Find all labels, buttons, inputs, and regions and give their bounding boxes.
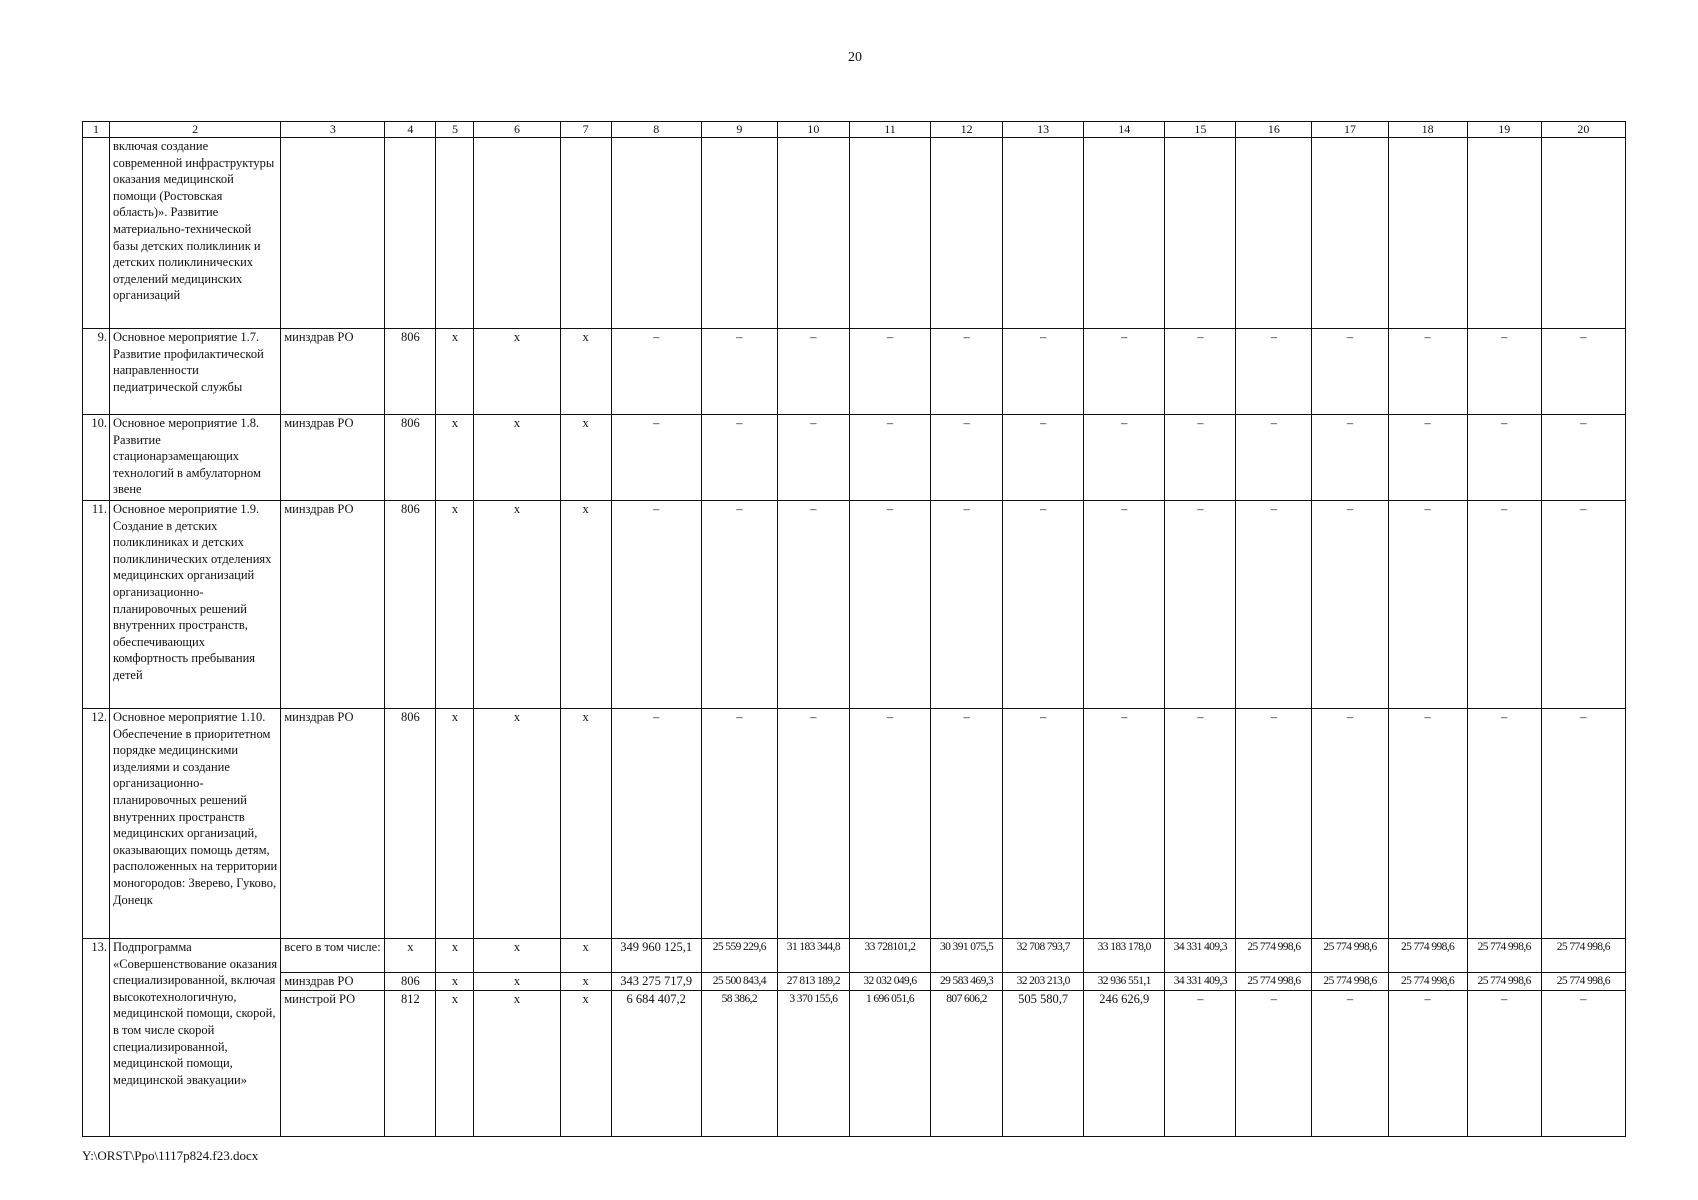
value-cell: – bbox=[611, 329, 701, 415]
header-cell: 17 bbox=[1312, 122, 1388, 138]
header-cell: 6 bbox=[474, 122, 560, 138]
value-cell: – bbox=[1165, 709, 1236, 939]
code-cell: x bbox=[385, 939, 436, 973]
empty-cell bbox=[560, 138, 611, 329]
value-cell: – bbox=[1467, 990, 1541, 1136]
executor-cell: минздрав РО bbox=[281, 709, 385, 939]
value-cell: – bbox=[1467, 709, 1541, 939]
code-cell: x bbox=[474, 709, 560, 939]
table-row bbox=[83, 973, 1626, 991]
value-cell: – bbox=[611, 501, 701, 709]
value-cell: – bbox=[701, 709, 777, 939]
value-cell: – bbox=[701, 501, 777, 709]
value-cell: – bbox=[701, 329, 777, 415]
code-cell: x bbox=[436, 501, 474, 709]
value-cell: – bbox=[1003, 415, 1084, 501]
value-cell: 349 960 125,1 bbox=[611, 939, 701, 973]
code-cell: x bbox=[560, 973, 611, 991]
value-cell: 32 708 793,7 bbox=[1003, 939, 1084, 973]
executor-cell: всего в том числе: bbox=[281, 939, 385, 973]
value-cell: 33 183 178,0 bbox=[1084, 939, 1165, 973]
table-row bbox=[83, 939, 1626, 973]
header-cell: 16 bbox=[1236, 122, 1312, 138]
value-cell: 1 696 051,6 bbox=[849, 990, 930, 1136]
code-cell: x bbox=[436, 415, 474, 501]
empty-cell bbox=[385, 138, 436, 329]
value-cell: – bbox=[1084, 501, 1165, 709]
header-cell: 4 bbox=[385, 122, 436, 138]
value-cell: – bbox=[1236, 415, 1312, 501]
value-cell: – bbox=[1541, 709, 1625, 939]
value-cell: – bbox=[1312, 329, 1388, 415]
row-number-cell bbox=[83, 138, 110, 329]
value-cell: 25 500 843,4 bbox=[701, 973, 777, 991]
value-cell: – bbox=[849, 501, 930, 709]
value-cell: – bbox=[849, 415, 930, 501]
header-cell: 14 bbox=[1084, 122, 1165, 138]
code-cell: x bbox=[560, 329, 611, 415]
code-cell: x bbox=[474, 939, 560, 973]
executor-cell: минздрав РО bbox=[281, 415, 385, 501]
value-cell: – bbox=[1312, 501, 1388, 709]
value-cell: – bbox=[1003, 501, 1084, 709]
code-cell: x bbox=[560, 415, 611, 501]
value-cell: 343 275 717,9 bbox=[611, 973, 701, 991]
table-row bbox=[83, 415, 1626, 501]
activity-name-cell: Основное мероприятие 1.10. Обеспечение в приоритетном порядке медицинскими изделиями и создание организационно-планировочных решений внутренних пространств медицинских организаций, оказывающих помощь детям, расположенных на территории моногородов: Зверево, Гуково, Донецк bbox=[110, 709, 281, 939]
value-cell: – bbox=[1388, 329, 1467, 415]
value-cell: – bbox=[1084, 709, 1165, 939]
code-cell: 806 bbox=[385, 415, 436, 501]
code-cell: x bbox=[560, 990, 611, 1136]
value-cell: – bbox=[1165, 329, 1236, 415]
header-cell: 18 bbox=[1388, 122, 1467, 138]
activity-name-cell: Основное мероприятие 1.8. Развитие стационарзамещающих технологий в амбулаторном звене bbox=[110, 415, 281, 501]
executor-cell: минздрав РО bbox=[281, 501, 385, 709]
value-cell: 3 370 155,6 bbox=[777, 990, 849, 1136]
header-cell: 7 bbox=[560, 122, 611, 138]
value-cell: – bbox=[1003, 709, 1084, 939]
table-row bbox=[83, 990, 1626, 1136]
executor-cell: минздрав РО bbox=[281, 973, 385, 991]
table-row-continuation bbox=[83, 138, 1626, 329]
value-cell: – bbox=[1467, 415, 1541, 501]
value-cell: – bbox=[1236, 329, 1312, 415]
code-cell: x bbox=[474, 329, 560, 415]
row-number-cell: 13. bbox=[83, 939, 110, 1137]
value-cell: – bbox=[1312, 709, 1388, 939]
empty-cell bbox=[474, 138, 560, 329]
code-cell: 812 bbox=[385, 990, 436, 1136]
value-cell: 25 774 998,6 bbox=[1467, 939, 1541, 973]
empty-cell bbox=[281, 138, 385, 329]
value-cell: – bbox=[1236, 709, 1312, 939]
activity-name-cell: Основное мероприятие 1.9. Создание в детских поликлиниках и детских поликлинических отделениях медицинских организаций организационно-планировочных решений внутренних пространств, обеспечивающих комфортность пребывания детей bbox=[110, 501, 281, 709]
empty-cell bbox=[1312, 138, 1388, 329]
empty-cell bbox=[436, 138, 474, 329]
empty-cell bbox=[1467, 138, 1541, 329]
value-cell: 33 728101,2 bbox=[849, 939, 930, 973]
activity-name-cell: Основное мероприятие 1.7. Развитие профилактической направленности педиатрической службы bbox=[110, 329, 281, 415]
header-cell: 12 bbox=[931, 122, 1003, 138]
value-cell: 25 774 998,6 bbox=[1541, 973, 1625, 991]
page-number: 20 bbox=[848, 50, 862, 65]
header-cell: 2 bbox=[110, 122, 281, 138]
value-cell: – bbox=[1236, 990, 1312, 1136]
empty-cell bbox=[1003, 138, 1084, 329]
value-cell: – bbox=[777, 501, 849, 709]
header-cell: 5 bbox=[436, 122, 474, 138]
code-cell: x bbox=[560, 709, 611, 939]
table-row bbox=[83, 501, 1626, 709]
table-row bbox=[83, 709, 1626, 939]
document-file-path: Y:\ORST\Ppo\1117p824.f23.docx bbox=[82, 1148, 259, 1163]
value-cell: – bbox=[777, 415, 849, 501]
empty-cell bbox=[1165, 138, 1236, 329]
value-cell: 25 774 998,6 bbox=[1388, 939, 1467, 973]
value-cell: – bbox=[1541, 501, 1625, 709]
code-cell: x bbox=[436, 990, 474, 1136]
code-cell: 806 bbox=[385, 329, 436, 415]
code-cell: x bbox=[474, 415, 560, 501]
code-cell: 806 bbox=[385, 501, 436, 709]
value-cell: – bbox=[849, 329, 930, 415]
code-cell: x bbox=[436, 329, 474, 415]
value-cell: – bbox=[1165, 990, 1236, 1136]
executor-cell: минстрой РО bbox=[281, 990, 385, 1136]
empty-cell bbox=[1541, 138, 1625, 329]
empty-cell bbox=[611, 138, 701, 329]
value-cell: – bbox=[1388, 990, 1467, 1136]
table-row bbox=[83, 329, 1626, 415]
header-cell: 13 bbox=[1003, 122, 1084, 138]
value-cell: – bbox=[1084, 329, 1165, 415]
program-table bbox=[82, 121, 1626, 1137]
value-cell: 32 203 213,0 bbox=[1003, 973, 1084, 991]
value-cell: 34 331 409,3 bbox=[1165, 973, 1236, 991]
code-cell: 806 bbox=[385, 709, 436, 939]
program-table-wrapper bbox=[82, 121, 1626, 1137]
value-cell: 34 331 409,3 bbox=[1165, 939, 1236, 973]
code-cell: x bbox=[436, 973, 474, 991]
header-cell: 10 bbox=[777, 122, 849, 138]
value-cell: – bbox=[931, 329, 1003, 415]
value-cell: 6 684 407,2 bbox=[611, 990, 701, 1136]
value-cell: 25 774 998,6 bbox=[1312, 973, 1388, 991]
value-cell: 31 183 344,8 bbox=[777, 939, 849, 973]
value-cell: 32 032 049,6 bbox=[849, 973, 930, 991]
header-cell: 11 bbox=[849, 122, 930, 138]
value-cell: – bbox=[1084, 415, 1165, 501]
header-cell: 8 bbox=[611, 122, 701, 138]
code-cell: x bbox=[474, 973, 560, 991]
code-cell: x bbox=[436, 709, 474, 939]
empty-cell bbox=[1388, 138, 1467, 329]
header-cell: 9 bbox=[701, 122, 777, 138]
value-cell: 25 774 998,6 bbox=[1541, 939, 1625, 973]
value-cell: 25 774 998,6 bbox=[1236, 973, 1312, 991]
value-cell: 25 774 998,6 bbox=[1236, 939, 1312, 973]
value-cell: – bbox=[1388, 415, 1467, 501]
code-cell: x bbox=[560, 501, 611, 709]
empty-cell bbox=[849, 138, 930, 329]
value-cell: 30 391 075,5 bbox=[931, 939, 1003, 973]
code-cell: x bbox=[436, 939, 474, 973]
value-cell: – bbox=[701, 415, 777, 501]
header-cell: 3 bbox=[281, 122, 385, 138]
empty-cell bbox=[931, 138, 1003, 329]
value-cell: – bbox=[777, 709, 849, 939]
value-cell: – bbox=[611, 415, 701, 501]
value-cell: 505 580,7 bbox=[1003, 990, 1084, 1136]
executor-cell: минздрав РО bbox=[281, 329, 385, 415]
value-cell: – bbox=[931, 501, 1003, 709]
value-cell: 29 583 469,3 bbox=[931, 973, 1003, 991]
header-cell: 20 bbox=[1541, 122, 1625, 138]
empty-cell bbox=[1236, 138, 1312, 329]
row-number-cell: 10. bbox=[83, 415, 110, 501]
header-cell: 1 bbox=[83, 122, 110, 138]
value-cell: – bbox=[611, 709, 701, 939]
value-cell: 25 559 229,6 bbox=[701, 939, 777, 973]
row-number-cell: 11. bbox=[83, 501, 110, 709]
code-cell: x bbox=[474, 990, 560, 1136]
value-cell: 25 774 998,6 bbox=[1388, 973, 1467, 991]
code-cell: x bbox=[474, 501, 560, 709]
value-cell: – bbox=[931, 415, 1003, 501]
value-cell: – bbox=[1467, 501, 1541, 709]
value-cell: 25 774 998,6 bbox=[1467, 973, 1541, 991]
value-cell: 807 606,2 bbox=[931, 990, 1003, 1136]
activity-name-cell: Подпрограмма «Совершенствование оказания специализированной, включая высокотехнологичную, медицинской помощи, скорой, в том числе скорой специализированной, медицинской помощи, медицинской эвакуации» bbox=[110, 939, 281, 1137]
empty-cell bbox=[701, 138, 777, 329]
value-cell: 27 813 189,2 bbox=[777, 973, 849, 991]
value-cell: – bbox=[1388, 709, 1467, 939]
value-cell: – bbox=[1003, 329, 1084, 415]
code-cell: x bbox=[560, 939, 611, 973]
value-cell: 246 626,9 bbox=[1084, 990, 1165, 1136]
value-cell: – bbox=[1541, 990, 1625, 1136]
value-cell: – bbox=[1467, 329, 1541, 415]
header-row bbox=[83, 122, 1626, 138]
value-cell: – bbox=[1312, 415, 1388, 501]
row-number-cell: 12. bbox=[83, 709, 110, 939]
value-cell: 32 936 551,1 bbox=[1084, 973, 1165, 991]
value-cell: – bbox=[1165, 415, 1236, 501]
code-cell: 806 bbox=[385, 973, 436, 991]
row-number-cell: 9. bbox=[83, 329, 110, 415]
value-cell: – bbox=[1388, 501, 1467, 709]
activity-name-cell: включая создание современной инфраструктуры оказания медицинской помощи (Ростовская область)». Развитие материально-технической базы детских поликлиник и детских поликлинических отделений медицинских организаций bbox=[110, 138, 281, 329]
value-cell: – bbox=[1312, 990, 1388, 1136]
value-cell: – bbox=[1541, 329, 1625, 415]
value-cell: – bbox=[931, 709, 1003, 939]
value-cell: – bbox=[1236, 501, 1312, 709]
empty-cell bbox=[777, 138, 849, 329]
header-cell: 15 bbox=[1165, 122, 1236, 138]
value-cell: 25 774 998,6 bbox=[1312, 939, 1388, 973]
value-cell: – bbox=[1541, 415, 1625, 501]
value-cell: – bbox=[849, 709, 930, 939]
empty-cell bbox=[1084, 138, 1165, 329]
header-cell: 19 bbox=[1467, 122, 1541, 138]
value-cell: 58 386,2 bbox=[701, 990, 777, 1136]
value-cell: – bbox=[777, 329, 849, 415]
value-cell: – bbox=[1165, 501, 1236, 709]
